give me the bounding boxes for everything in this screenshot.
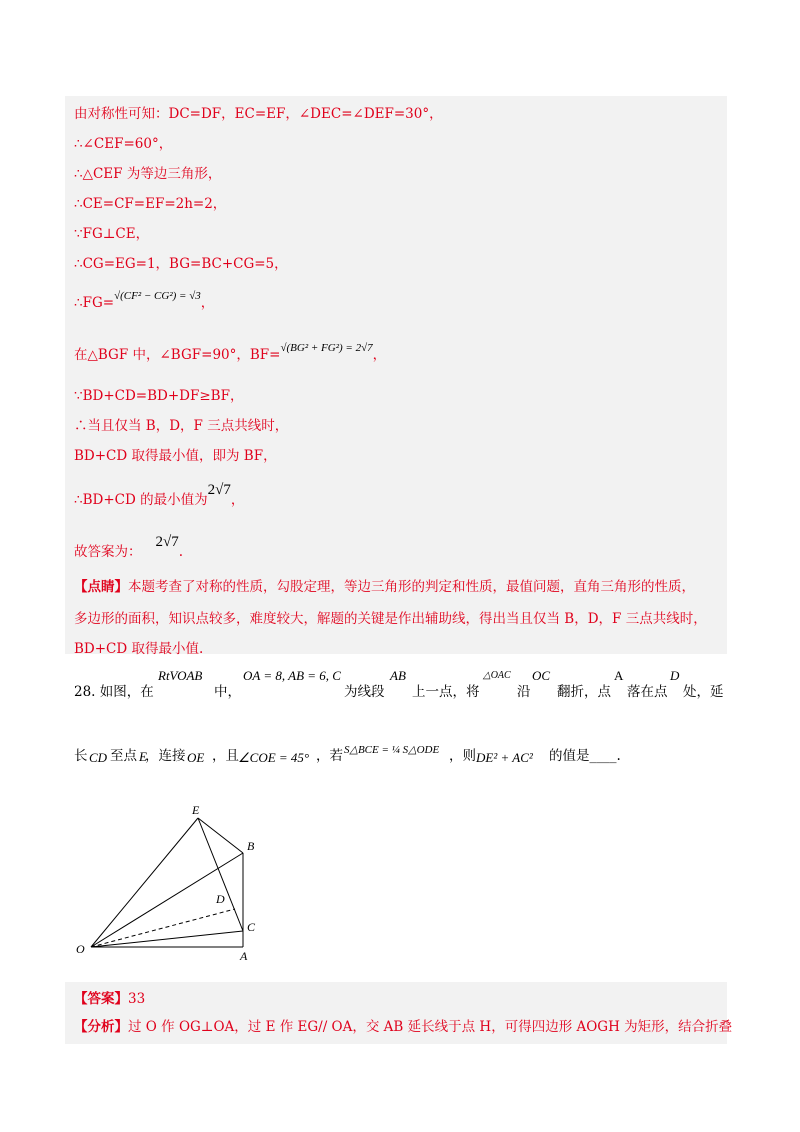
answer-prefix: 故答案为： bbox=[74, 544, 142, 560]
q-area: S△BCE = ¼ S△ODE bbox=[344, 744, 440, 756]
segment-OE bbox=[91, 818, 198, 947]
q-rt: RtVOAB bbox=[158, 668, 203, 683]
label-E: E bbox=[192, 803, 200, 817]
q-a: A bbox=[614, 668, 624, 683]
comment-tag: 【点睛】 bbox=[74, 579, 128, 595]
comment-text-1: 本题考查了对称的性质，勾股定理，等边三角形的判定和性质，最值问题，直角三角形的性质， bbox=[128, 579, 695, 595]
segment-OD-dashed bbox=[91, 909, 235, 947]
q-tri: △OAC bbox=[483, 670, 511, 681]
solution-line-4: ∴CE=CF=EF=2h=2， bbox=[74, 196, 227, 212]
label-B: B bbox=[247, 839, 255, 853]
q-l2-3: ，连接 bbox=[145, 748, 186, 764]
solution-line-10: ∴当且仅当 B，D，F 三点共线时， bbox=[74, 418, 289, 434]
q-oc: OC bbox=[532, 668, 551, 683]
analysis-text: 过 O 作 OG⊥OA，过 E 作 EG// OA，交 AB 延长线于点 H，可得四边形 AOGH 为矩形，结合折叠 bbox=[128, 1019, 733, 1035]
solution-line-11: BD+CD 取得最小值，即为 BF， bbox=[74, 448, 277, 464]
q-t3: 沿 bbox=[517, 684, 531, 700]
answer-tag: 【答案】 bbox=[74, 991, 128, 1007]
q-l2-4: ，且 bbox=[212, 748, 239, 764]
answer-value: 33 bbox=[128, 991, 146, 1007]
label-D: D bbox=[216, 892, 225, 906]
solution-line-3: ∴△CEF 为等边三角形， bbox=[74, 166, 222, 182]
min-prefix: ∴BD+CD 的最小值为 bbox=[74, 492, 208, 508]
q-angle: ∠COE = 45° bbox=[238, 750, 310, 765]
solution-line-8: 在△BGF 中，∠BGF=90°，BF=√(BG² + FG²) = 2√7， bbox=[74, 342, 387, 363]
q-t6: 处，延 bbox=[683, 684, 724, 700]
label-O: O bbox=[76, 942, 85, 956]
q-d: D bbox=[670, 668, 680, 683]
solution-line-12: ∴BD+CD 的最小值为2√7， bbox=[74, 482, 245, 508]
solution-line-1: 由对称性可知：DC=DF，EC=EF，∠DEC=∠DEF=30°， bbox=[74, 106, 443, 122]
comment-line-1 bbox=[74, 575, 695, 595]
comment-line-2: 多边形的面积，知识点较多，难度较大，解题的关键是作出辅助线，得出当且仅当 B，D，F 三点共线时， bbox=[74, 611, 707, 627]
solution-line-9: ∵BD+CD=BD+DF≥BF， bbox=[74, 388, 244, 404]
analysis-tag: 【分析】 bbox=[74, 1019, 128, 1035]
bf-prefix: 在△BGF 中，∠BGF=90°，BF= bbox=[74, 347, 281, 363]
q-ab: AB bbox=[390, 668, 406, 683]
bf-formula: √(BG² + FG²) = 2√7 bbox=[280, 342, 373, 354]
q-t4: 翻折，点 bbox=[557, 684, 611, 700]
q-middle1: 中， bbox=[214, 684, 241, 700]
q-l2-7: 的值是____. bbox=[549, 748, 621, 764]
geometry-figure bbox=[70, 790, 270, 960]
q-given: OA = 8, AB = 6, C bbox=[243, 668, 341, 683]
solution-line-7: ∴FG=√(CF² − CG²) = √3， bbox=[74, 290, 215, 311]
solution-line-2: ∴∠CEF=60°， bbox=[74, 136, 173, 152]
q-l2-6: ，则 bbox=[449, 748, 476, 764]
q-expr: DE² + AC² bbox=[476, 750, 533, 765]
q-oe: OE bbox=[187, 750, 205, 765]
fg-formula: √(CF² − CG²) = √3 bbox=[114, 290, 201, 302]
q-t2: 上一点，将 bbox=[412, 684, 480, 700]
solution-line-6: ∴CG=EG=1，BG=BC+CG=5， bbox=[74, 256, 288, 272]
answer-line bbox=[74, 987, 145, 1007]
min-formula: 2√7 bbox=[207, 482, 231, 498]
label-A: A bbox=[240, 949, 248, 960]
question-number: 28. 如图，在 bbox=[74, 684, 154, 700]
q-l2-1: 长 bbox=[74, 748, 88, 764]
q-e: E bbox=[139, 749, 147, 764]
comment-line-3: BD+CD 取得最小值. bbox=[74, 641, 204, 657]
q-l2-2: 至点 bbox=[110, 748, 137, 764]
solution-line-13: 故答案为：2√7. bbox=[74, 534, 184, 560]
q-cd: CD bbox=[89, 750, 108, 765]
q-t5: 落在点 bbox=[627, 684, 668, 700]
label-C: C bbox=[247, 920, 256, 934]
q-t1: 为线段 bbox=[344, 684, 385, 700]
solution-line-5: ∵FG⊥CE， bbox=[74, 226, 150, 242]
answer-formula: 2√7 bbox=[155, 534, 179, 550]
fg-prefix: ∴FG= bbox=[74, 295, 115, 311]
analysis-line bbox=[74, 1015, 732, 1035]
q-l2-5: ，若 bbox=[316, 748, 343, 764]
